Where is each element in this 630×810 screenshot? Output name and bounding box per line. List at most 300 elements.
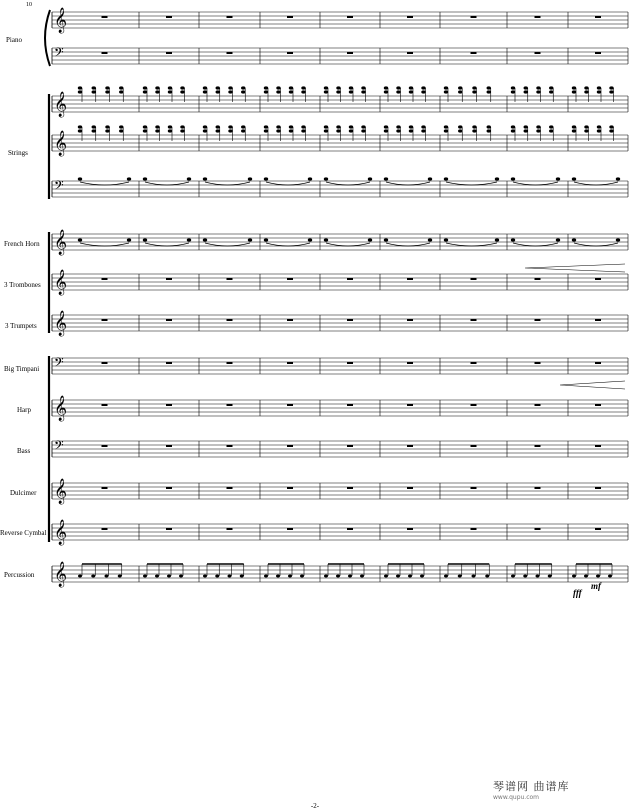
horn-notehead [495,238,499,241]
horn-notehead [308,238,312,241]
strings-violin2-notehead [203,129,207,132]
strings-cello-tie [513,182,558,185]
strings-violin1-notehead [609,86,613,89]
hairpin-horn [525,264,625,272]
horn-tie [266,243,310,246]
trumpets-rest [102,319,108,321]
strings-violin2-notehead [349,129,353,132]
piano-bass-rest [535,52,541,54]
horn-notehead [187,238,191,241]
label-dulcimer: Dulcimer [10,489,37,497]
strings-violin2-notehead [289,125,293,128]
strings-violin1-notehead [458,90,462,93]
dulcimer-rest [166,487,172,489]
horn-notehead [324,238,328,241]
strings-violin2-notehead [472,125,476,128]
strings-violin1-notehead [203,90,207,93]
page-number: -2- [310,802,320,810]
piano-treble-rest [407,16,413,18]
strings-cello-notehead [143,177,147,180]
piano-treble-rest [595,16,601,18]
percussion-notehead [324,575,328,578]
bass-clef-icon: 𝄢 [54,438,64,456]
strings-cello-tie [145,182,189,185]
strings-violin2-notehead [524,129,528,132]
strings-violin2-notehead [336,129,340,132]
timpani-rest [102,362,108,364]
percussion-notehead [523,575,527,578]
strings-violin1-notehead [78,90,82,93]
bass-clef-icon: 𝄢 [54,178,64,196]
strings-violin2-notehead [396,125,400,128]
piano-bass-rest [287,52,293,54]
percussion-notehead [215,575,219,578]
piano-treble-rest [166,16,172,18]
harp-rest [535,404,541,406]
strings-cello-notehead [127,177,131,180]
bass-rest [347,445,353,447]
strings-violin1-notehead [264,90,268,93]
piano-treble-rest [535,16,541,18]
dulcimer-rest [227,487,233,489]
piano-bass-rest [595,52,601,54]
treble-clef-icon: 𝄞 [54,131,68,156]
strings-violin1-notehead [168,86,172,89]
strings-violin2-notehead [155,125,159,128]
label-cymbal: Reverse Cymbal [0,529,47,537]
horn-tie [446,243,497,246]
trombones-rest [407,278,413,280]
percussion-notehead [548,575,552,578]
cymbal-rest [287,528,293,530]
cymbal-rest [102,528,108,530]
bass-rest [227,445,233,447]
strings-cello-tie [446,182,497,185]
timpani-rest [287,362,293,364]
strings-violin2-notehead [511,125,515,128]
percussion-notehead [264,575,268,578]
strings-violin1-notehead [584,90,588,93]
horn-tie [574,243,618,246]
strings-violin1-notehead [511,90,515,93]
horn-notehead [511,238,515,241]
dulcimer-rest [102,487,108,489]
strings-violin2-notehead [301,129,305,132]
strings-violin1-notehead [155,86,159,89]
trumpets-rest [287,319,293,321]
strings-violin1-notehead [472,86,476,89]
horn-notehead [248,238,252,241]
strings-violin2-notehead [597,129,601,132]
percussion-notehead [584,575,588,578]
percussion-notehead [105,575,109,578]
strings-violin1-notehead [276,90,280,93]
percussion-notehead [240,575,244,578]
bass-clef-icon: 𝄢 [54,45,64,63]
strings-violin2-notehead [396,129,400,132]
strings-violin2-notehead [349,125,353,128]
bass-rest [595,445,601,447]
strings-violin2-notehead [180,125,184,128]
strings-violin2-notehead [524,125,528,128]
label-harp: Harp [17,406,31,414]
strings-violin2-notehead [384,125,388,128]
strings-violin2-notehead [228,129,232,132]
label-trombones: 3 Trombones [4,281,41,289]
strings-violin1-notehead [143,90,147,93]
strings-violin2-notehead [444,129,448,132]
strings-violin1-notehead [143,86,147,89]
piano-bass-rest [347,52,353,54]
trombones-rest [535,278,541,280]
harp-rest [347,404,353,406]
strings-violin2-notehead [361,125,365,128]
horn-notehead [384,238,388,241]
horn-tie [326,243,370,246]
cymbal-rest [471,528,477,530]
strings-cello-notehead [248,177,252,180]
strings-violin1-notehead [216,86,220,89]
cymbal-rest [347,528,353,530]
trumpets-rest [347,319,353,321]
piano-bass-rest [471,52,477,54]
percussion-notehead [511,575,515,578]
piano-bass-rest [227,52,233,54]
strings-violin1-notehead [396,90,400,93]
strings-violin1-notehead [289,86,293,89]
harp-rest [166,404,172,406]
strings-violin1-notehead [241,86,245,89]
strings-cello-notehead [324,177,328,180]
treble-clef-icon: 𝄞 [54,479,68,504]
strings-violin1-notehead [487,86,491,89]
harp-rest [595,404,601,406]
strings-cello-notehead [78,177,82,180]
percussion-notehead [179,575,183,578]
strings-violin2-notehead [228,125,232,128]
strings-violin2-notehead [168,125,172,128]
percussion-notehead [596,575,600,578]
strings-violin2-notehead [168,129,172,132]
treble-clef-icon: 𝄞 [54,8,68,33]
strings-violin2-notehead [511,129,515,132]
strings-violin2-notehead [216,129,220,132]
bass-rest [287,445,293,447]
label-piano: Piano [6,36,22,44]
strings-violin1-notehead [597,86,601,89]
label-horn: French Horn [4,240,40,248]
strings-violin2-notehead [105,129,109,132]
percussion-notehead [458,575,462,578]
strings-violin2-notehead [609,125,613,128]
trumpets-rest [166,319,172,321]
horn-notehead [556,238,560,241]
measure-number: 10 [26,2,32,8]
dulcimer-rest [407,487,413,489]
trombones-rest [595,278,601,280]
strings-violin2-notehead [487,129,491,132]
strings-violin1-notehead [396,86,400,89]
strings-violin2-notehead [105,125,109,128]
strings-violin1-notehead [444,86,448,89]
strings-violin2-notehead [336,125,340,128]
strings-violin2-notehead [301,125,305,128]
strings-violin2-notehead [458,125,462,128]
harp-rest [227,404,233,406]
strings-violin2-notehead [572,125,576,128]
strings-violin1-notehead [409,90,413,93]
strings-violin1-notehead [155,90,159,93]
percussion-notehead [300,575,304,578]
horn-tie [145,243,189,246]
cymbal-rest [227,528,233,530]
horn-notehead [127,238,131,241]
percussion-notehead [572,575,576,578]
strings-cello-tie [386,182,430,185]
horn-notehead [444,238,448,241]
percussion-notehead [396,575,400,578]
strings-cello-notehead [556,177,560,180]
strings-violin1-notehead [203,86,207,89]
percussion-notehead [444,575,448,578]
strings-violin1-notehead [572,90,576,93]
strings-violin1-notehead [536,86,540,89]
timpani-rest [471,362,477,364]
label-strings: Strings [8,149,28,157]
strings-cello-notehead [368,177,372,180]
strings-violin2-notehead [487,125,491,128]
percussion-notehead [288,575,292,578]
trumpets-rest [471,319,477,321]
horn-notehead [616,238,620,241]
horn-tie [513,243,558,246]
strings-violin1-notehead [524,90,528,93]
cymbal-rest [166,528,172,530]
strings-violin2-notehead [276,129,280,132]
strings-violin2-notehead [324,125,328,128]
strings-violin1-notehead [180,86,184,89]
strings-violin1-notehead [105,90,109,93]
piano-treble-rest [227,16,233,18]
trombones-rest [102,278,108,280]
harp-rest [471,404,477,406]
percussion-notehead [228,575,232,578]
strings-violin1-notehead [336,90,340,93]
strings-violin1-notehead [572,86,576,89]
strings-violin1-notehead [349,90,353,93]
strings-violin1-notehead [228,86,232,89]
strings-violin1-notehead [549,90,553,93]
dynamic-mf: mf [591,581,601,591]
strings-cello-notehead [203,177,207,180]
strings-violin1-notehead [168,90,172,93]
trumpets-rest [595,319,601,321]
dynamic-fff: fff [573,588,582,598]
strings-violin1-notehead [524,86,528,89]
trumpets-rest [407,319,413,321]
dulcimer-rest [595,487,601,489]
treble-clef-icon: 𝄞 [54,311,68,336]
treble-clef-icon: 𝄞 [54,92,68,117]
strings-cello-tie [574,182,618,185]
strings-cello-tie [80,182,129,185]
treble-clef-icon: 𝄞 [54,230,68,255]
harp-rest [102,404,108,406]
dulcimer-rest [347,487,353,489]
strings-violin2-notehead [324,129,328,132]
strings-violin2-notehead [536,125,540,128]
strings-violin2-notehead [264,125,268,128]
strings-violin1-notehead [324,90,328,93]
bass-rest [535,445,541,447]
trombones-rest [347,278,353,280]
percussion-notehead [536,575,540,578]
piano-treble-rest [471,16,477,18]
strings-violin1-notehead [597,90,601,93]
strings-violin1-notehead [384,86,388,89]
strings-violin1-notehead [276,86,280,89]
horn-tie [80,243,129,246]
strings-violin2-notehead [203,125,207,128]
strings-cello-notehead [511,177,515,180]
strings-violin2-notehead [597,125,601,128]
percussion-notehead [348,575,352,578]
strings-violin2-notehead [289,129,293,132]
percussion-notehead [143,575,147,578]
watermark [493,778,623,801]
strings-violin2-notehead [180,129,184,132]
percussion-notehead [118,575,122,578]
bass-rest [471,445,477,447]
strings-violin2-notehead [361,129,365,132]
strings-violin2-notehead [92,125,96,128]
strings-cello-notehead [428,177,432,180]
strings-violin2-notehead [409,125,413,128]
percussion-notehead [485,575,489,578]
strings-violin1-notehead [472,90,476,93]
percussion-notehead [472,575,476,578]
horn-notehead [428,238,432,241]
strings-cello-notehead [616,177,620,180]
horn-notehead [368,238,372,241]
strings-cello-notehead [264,177,268,180]
strings-violin1-notehead [289,90,293,93]
strings-violin2-notehead [241,129,245,132]
strings-violin1-notehead [384,90,388,93]
strings-cello-notehead [187,177,191,180]
strings-violin1-notehead [92,86,96,89]
trombones-rest [166,278,172,280]
dulcimer-rest [535,487,541,489]
strings-violin1-notehead [609,90,613,93]
horn-notehead [203,238,207,241]
treble-clef-icon: 𝄞 [54,562,68,587]
strings-violin2-notehead [78,129,82,132]
strings-violin1-notehead [92,90,96,93]
strings-violin1-notehead [301,90,305,93]
percussion-notehead [408,575,412,578]
piano-treble-rest [287,16,293,18]
strings-violin1-notehead [361,90,365,93]
strings-violin2-notehead [549,125,553,128]
bass-rest [166,445,172,447]
piano-brace [45,10,50,66]
piano-treble-rest [347,16,353,18]
strings-violin1-notehead [549,86,553,89]
strings-violin2-notehead [276,125,280,128]
label-bass: Bass [17,447,31,455]
trombones-rest [287,278,293,280]
trumpets-rest [227,319,233,321]
percussion-notehead [91,575,95,578]
strings-violin2-notehead [384,129,388,132]
percussion-notehead [276,575,280,578]
strings-violin1-notehead [584,86,588,89]
strings-violin2-notehead [409,129,413,132]
strings-violin1-notehead [105,86,109,89]
watermark-main: 琴谱网 曲谱库 [493,780,570,793]
percussion-notehead [384,575,388,578]
trombones-rest [227,278,233,280]
timpani-rest [407,362,413,364]
strings-violin1-notehead [349,86,353,89]
strings-violin1-notehead [361,86,365,89]
percussion-notehead [608,575,612,578]
strings-violin2-notehead [549,129,553,132]
horn-tie [205,243,250,246]
percussion-notehead [336,575,340,578]
strings-violin1-notehead [511,86,515,89]
strings-violin2-notehead [143,129,147,132]
percussion-notehead [155,575,159,578]
cymbal-rest [407,528,413,530]
harp-rest [287,404,293,406]
strings-cello-tie [205,182,250,185]
dulcimer-rest [287,487,293,489]
treble-clef-icon: 𝄞 [54,396,68,421]
strings-violin1-notehead [421,86,425,89]
percussion-notehead [420,575,424,578]
horn-notehead [572,238,576,241]
strings-violin1-notehead [487,90,491,93]
strings-violin2-notehead [78,125,82,128]
strings-violin1-notehead [241,90,245,93]
strings-violin1-notehead [421,90,425,93]
strings-violin1-notehead [78,86,82,89]
strings-violin1-notehead [324,86,328,89]
treble-clef-icon: 𝄞 [54,520,68,545]
treble-clef-icon: 𝄞 [54,270,68,295]
harp-rest [407,404,413,406]
strings-violin2-notehead [241,125,245,128]
strings-cello-tie [326,182,370,185]
strings-violin2-notehead [143,125,147,128]
horn-notehead [78,238,82,241]
strings-violin1-notehead [444,90,448,93]
strings-violin2-notehead [216,125,220,128]
strings-violin2-notehead [458,129,462,132]
strings-cello-notehead [495,177,499,180]
strings-cello-notehead [572,177,576,180]
label-trumpets: 3 Trumpets [5,322,37,330]
strings-violin2-notehead [421,129,425,132]
trombones-rest [471,278,477,280]
strings-violin2-notehead [609,129,613,132]
staff-systems [45,7,628,587]
horn-tie [386,243,430,246]
cymbal-rest [595,528,601,530]
strings-violin1-notehead [119,86,123,89]
